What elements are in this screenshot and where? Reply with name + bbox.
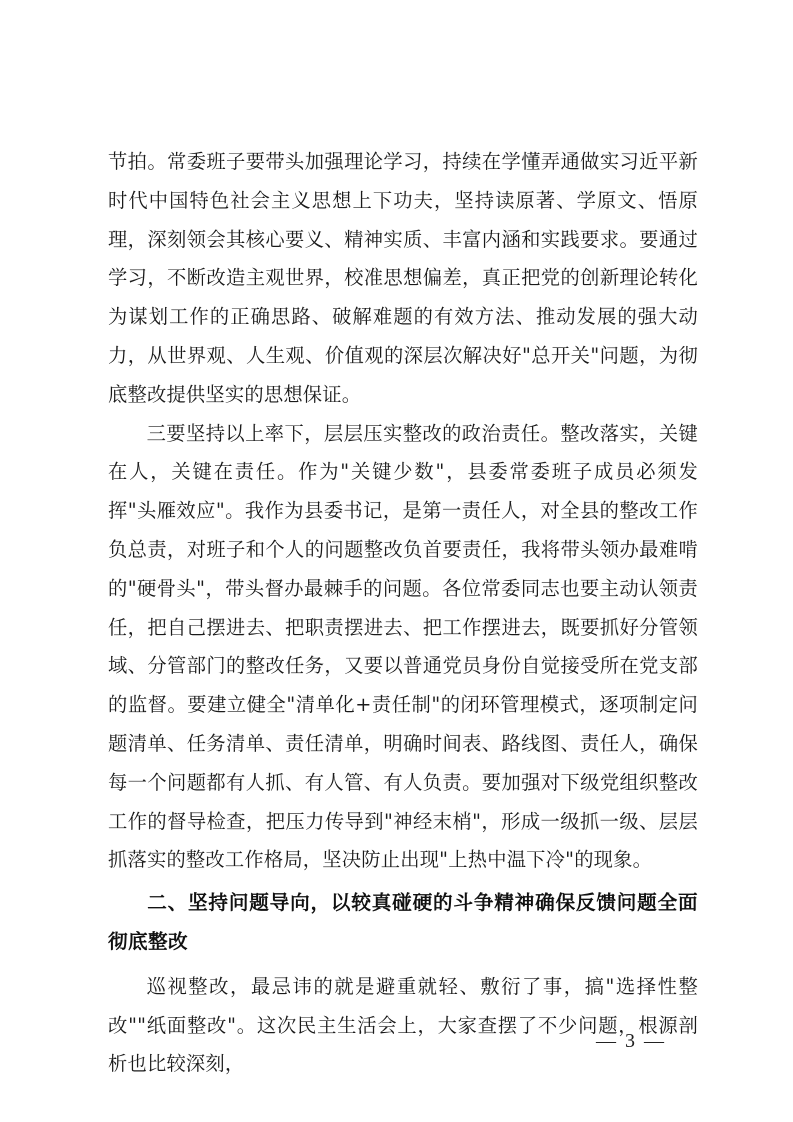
document-body: [108, 143, 698, 1084]
page-number: — 3 —: [596, 1030, 666, 1052]
paragraph-continuation: 节拍。常委班子要带头加强理论学习，持续在学懂弄通做实习近平新时代中国特色社会主义思想上下功夫，坚持读原著、学原文、悟原理，深刻领会其核心要义、精神实质、丰富内涵和实践要求。要通过学习，不断改造主观世界，校准思想偏差，真正把党的创新理论转化为谋划工作的正确思路、破解难题的有效方法、推动发展的强大动力，从世界观、人生观、价值观的深层次解决好"总开关"问题，为彻底整改提供坚实的思想保证。: [108, 150, 698, 406]
paragraph-responsibility: 三要坚持以上率下，层层压实整改的政治责任。整改落实，关键在人，关键在责任。作为"关键少数"，县委常委班子成员必须发挥"头雁效应"。我作为县委书记，是第一责任人，对全县的整改工作负总责，对班子和个人的问题整改负首要责任，我将带头领办最难啃的"硬骨头"，带头督办最棘手的问题。各位常委同志也要主动认领责任，把自己摆进去、把职责摆进去、把工作摆进去，既要抓好分管领域、分管部门的整改任务，又要以普通党员身份自觉接受所在党支部的监督。要建立健全"清单化+责任制"的闭环管理模式，逐项制定问题清单、任务清单、责任清单，明确时间表、路线图、责任人，确保每一个问题都有人抓、有人管、有人负责。要加强对下级党组织整改工作的督导检查，把压力传导到"神经末梢"，形成一级抓一级、层层抓落实的整改工作格局，坚决防止出现"上热中温下冷"的现象。: [108, 421, 698, 872]
paragraph-inspection-rectification: 巡视整改，最忌讳的就是避重就轻、敷衍了事，搞"选择性整改""纸面整改"。这次民主生活会上，大家查摆了不少问题，根源剖析也比较深刻，: [108, 974, 698, 1076]
section-heading: 二、坚持问题导向，以较真碰硬的斗争精神确保反馈问题全面彻底整改: [108, 891, 698, 953]
